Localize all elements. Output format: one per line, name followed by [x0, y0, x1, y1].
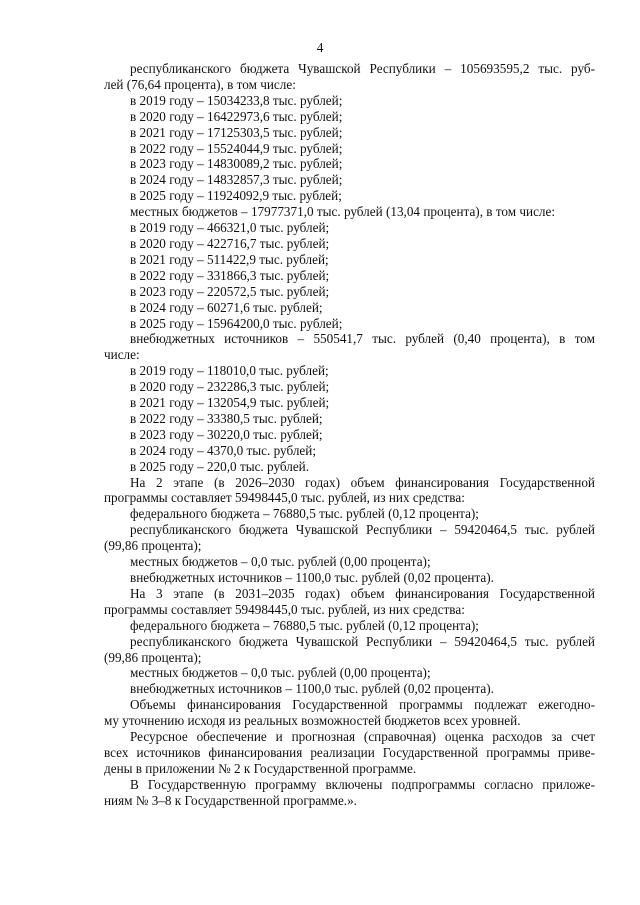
text-line: местных бюджетов – 0,0 тыс. рублей (0,00 процента); [130, 554, 431, 570]
text-line: в 2019 году – 15034233,8 тыс. рублей; [130, 92, 343, 108]
page-number: 4 [316, 40, 324, 55]
text-line: лей (76,64 процента), в том числе: [104, 76, 296, 92]
text-line: в 2025 году – 220,0 тыс. рублей. [130, 458, 310, 474]
text-line: в 2021 году – 511422,9 тыс. рублей; [130, 251, 329, 267]
text-line: му уточнению исходя из реальных возможностей бюджетов всех уровней. [104, 713, 521, 729]
text-line: (99,86 процента); [104, 538, 202, 554]
text-line: всех источников финансирования реализации Государственной программы приве- [104, 744, 595, 760]
text-line: числе: [104, 347, 140, 363]
text-line: программы составляет 59498445,0 тыс. рублей, из них средства: [104, 601, 465, 617]
text-line: республиканского бюджета Чувашской Республики – 59420464,5 тыс. рублей [130, 633, 595, 649]
text-line: в 2021 году – 17125303,5 тыс. рублей; [130, 124, 343, 140]
text-line: (99,86 процента); [104, 649, 202, 665]
text-line: Ресурсное обеспечение и прогнозная (справочная) оценка расходов за счет [130, 729, 595, 745]
text-line: ниям № 3–8 к Государственной программе.». [104, 792, 357, 808]
text-line: в 2025 году – 15964200,0 тыс. рублей; [130, 315, 343, 331]
text-line: дены в приложении № 2 к Государственной программе. [104, 760, 417, 776]
text-line: республиканского бюджета Чувашской Республики – 105693595,2 тыс. руб- [130, 61, 595, 76]
text-line: в 2023 году – 30220,0 тыс. рублей; [130, 426, 323, 442]
text-line: в 2025 году – 11924092,9 тыс. рублей; [130, 188, 342, 204]
text-line: в 2020 году – 422716,7 тыс. рублей; [130, 235, 330, 251]
text-line: В Государственную программу включены подпрограммы согласно приложе- [130, 776, 595, 792]
text-line: федерального бюджета – 76880,5 тыс. рублей (0,12 процента); [130, 506, 479, 522]
text-line: в 2023 году – 220572,5 тыс. рублей; [130, 283, 330, 299]
text-line: в 2024 году – 4370,0 тыс. рублей; [130, 442, 316, 458]
text-line: в 2022 году – 15524044,9 тыс. рублей; [130, 140, 343, 156]
document-body-text [104, 61, 595, 809]
text-line: внебюджетных источников – 1100,0 тыс. рублей (0,02 процента). [130, 681, 494, 697]
text-line: республиканского бюджета Чувашской Республики – 59420464,5 тыс. рублей [130, 522, 595, 538]
text-line: На 2 этапе (в 2026–2030 годах) объем финансирования Государственной [130, 474, 595, 490]
text-line: в 2021 году – 132054,9 тыс. рублей; [130, 395, 330, 411]
text-line: внебюджетных источников – 1100,0 тыс. рублей (0,02 процента). [130, 570, 494, 585]
text-line: в 2022 году – 331866,3 тыс. рублей; [130, 267, 330, 283]
text-line: местных бюджетов – 0,0 тыс. рублей (0,00 процента); [130, 665, 431, 681]
text-line: На 3 этапе (в 2031–2035 годах) объем финансирования Государственной [130, 585, 595, 601]
text-line: в 2020 году – 16422973,6 тыс. рублей; [130, 108, 343, 124]
text-line: федерального бюджета – 76880,5 тыс. рублей (0,12 процента); [130, 617, 479, 633]
text-line: в 2019 году – 118010,0 тыс. рублей; [130, 363, 329, 379]
text-line: в 2024 году – 60271,6 тыс. рублей; [130, 299, 323, 315]
text-line: программы составляет 59498445,0 тыс. рублей, из них средства: [104, 490, 465, 506]
text-line: в 2019 году – 466321,0 тыс. рублей; [130, 220, 330, 236]
text-line: внебюджетных источников – 550541,7 тыс. рублей (0,40 процента), в том [130, 331, 595, 347]
text-line: в 2022 году – 33380,5 тыс. рублей; [130, 410, 323, 426]
text-line: в 2020 году – 232286,3 тыс. рублей; [130, 379, 330, 395]
text-line: местных бюджетов – 17977371,0 тыс. рублей (13,04 процента), в том числе: [130, 204, 556, 220]
text-line: Объемы финансирования Государственной программы подлежат ежегодно- [130, 697, 595, 713]
text-line: в 2024 году – 14832857,3 тыс. рублей; [130, 172, 343, 188]
text-line: в 2023 году – 14830089,2 тыс. рублей; [130, 156, 343, 172]
